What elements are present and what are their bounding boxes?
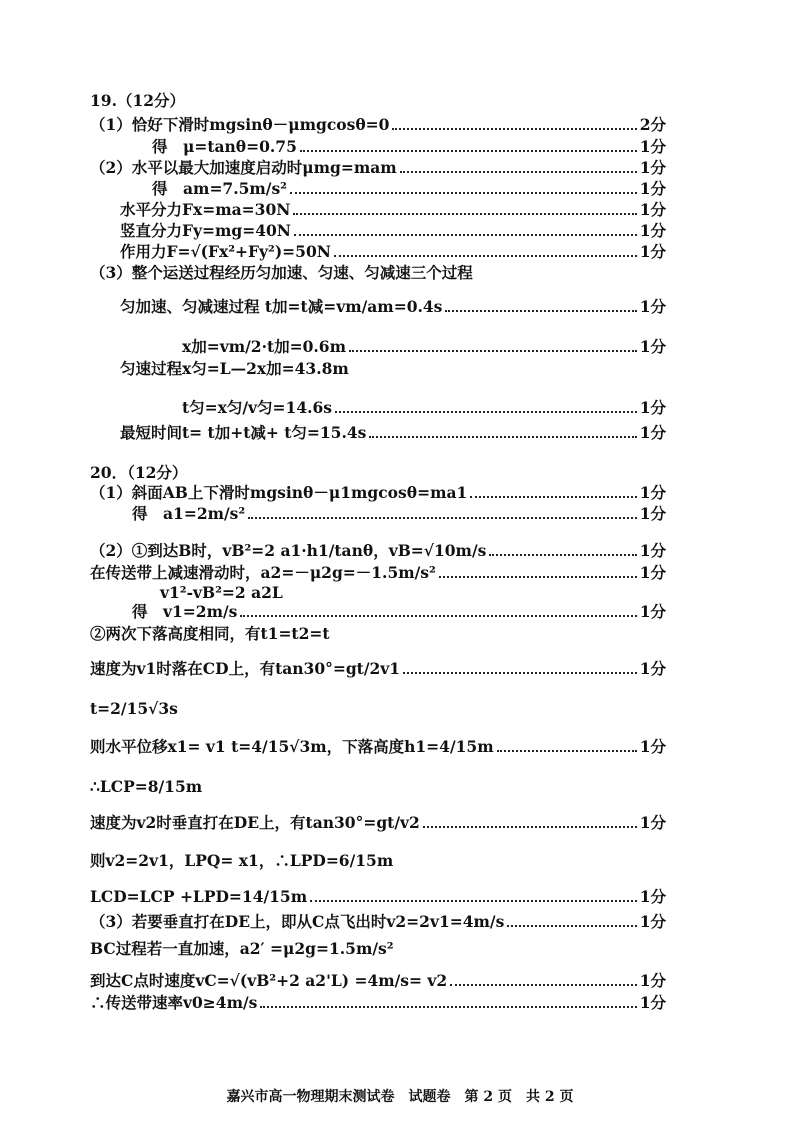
- q20-line-12: 速度为v2时垂直打在DE上，有tan30°=gt/v2 1分: [90, 813, 666, 832]
- score: 1分: [639, 297, 666, 316]
- q20-line-3: （2）①到达B时，vB²=2 a1·h1/tanθ，vB=√10m/s 1分: [90, 541, 666, 560]
- q20-line-17: 到达C点时速度vC=√(vB²+2 a2'L) =4m/s= v2 1分: [90, 971, 666, 990]
- score: 1分: [639, 200, 666, 219]
- q19-line-2: 得 μ=tanθ=0.75 1分: [152, 137, 666, 156]
- q20-line-16: BC过程若一直加速，a2′ =μ2g=1.5m/s²: [90, 939, 394, 958]
- page-footer: 嘉兴市高一物理期末测试卷 试题卷 第 2 页 共 2 页: [226, 1089, 574, 1105]
- q19-line-4: 得 am=7.5m/s² 1分: [152, 179, 666, 198]
- score: 1分: [639, 221, 666, 240]
- q20-line-13: 则v2=2v1，LPQ= x1，∴LPD=6/15m: [90, 851, 394, 870]
- q20-line-1: （1）斜面AB上下滑时mgsinθ－μ1mgcosθ=ma1 1分: [90, 483, 666, 502]
- q20-line-18: ∴传送带速率v0≥4m/s 1分: [90, 993, 666, 1012]
- score: 1分: [639, 993, 666, 1012]
- score: 1分: [639, 971, 666, 990]
- score: 1分: [639, 602, 666, 621]
- q19-line-8: （3）整个运送过程经历匀加速、匀速、匀减速三个过程: [90, 263, 473, 282]
- score: 1分: [639, 737, 666, 756]
- q19-line-1: （1）恰好下滑时mgsinθ－μmgcosθ=0 2分: [90, 115, 666, 134]
- q19-line-9: 匀加速、匀减速过程 t加=t减=vm/am=0.4s 1分: [120, 297, 666, 316]
- q19-line-12: t匀=x匀/v匀=14.6s 1分: [182, 398, 666, 417]
- score: 1分: [639, 504, 666, 523]
- q20-line-4: 在传送带上减速滑动时，a2=－μ2g=－1.5m/s² 1分: [90, 563, 666, 582]
- score: 1分: [639, 887, 666, 906]
- score: 1分: [639, 158, 666, 177]
- q20-header: 20．（12分）: [90, 463, 188, 482]
- q19-line-10: x加=vm/2·t加=0.6m 1分: [182, 337, 666, 356]
- q19-header: 19.（12分）: [90, 91, 186, 110]
- score: 1分: [639, 813, 666, 832]
- score: 1分: [639, 563, 666, 582]
- q19-line-11: 匀速过程x匀=L—2x加=43.8m: [120, 359, 349, 378]
- q19-line-13: 最短时间t= t加+t减+ t匀=15.4s 1分: [120, 423, 666, 442]
- q20-line-2: 得 a1=2m/s² 1分: [132, 504, 666, 523]
- score: 1分: [639, 242, 666, 261]
- q20-line-15: （3）若要垂直打在DE上，即从C点飞出时v2=2v1=4m/s 1分: [90, 912, 666, 931]
- q20-line-11: ∴LCP=8/15m: [90, 777, 203, 796]
- score: 1分: [639, 337, 666, 356]
- q20-line-7: ②两次下落高度相同，有t1=t2=t: [90, 624, 330, 643]
- score: 1分: [639, 659, 666, 678]
- q20-line-14: LCD=LCP +LPD=14/15m 1分: [90, 887, 666, 906]
- score: 1分: [639, 398, 666, 417]
- score: 1分: [639, 483, 666, 502]
- q19-line-5: 水平分力Fx=ma=30N 1分: [120, 200, 666, 219]
- q20-line-10: 则水平位移x1= v1 t=4/15√3m，下落高度h1=4/15m 1分: [90, 737, 666, 756]
- score: 1分: [639, 541, 666, 560]
- q20-line-6: 得 v1=2m/s 1分: [132, 602, 666, 621]
- q19-line-3: （2）水平以最大加速度启动时μmg=mam 1分: [90, 158, 666, 177]
- score: 1分: [639, 912, 666, 931]
- score: 1分: [639, 179, 666, 198]
- score: 1分: [639, 423, 666, 442]
- q20-line-5: v1²-vB²=2 a2L: [160, 583, 283, 602]
- q20-line-8: 速度为v1时落在CD上，有tan30°=gt/2v1 1分: [90, 659, 666, 678]
- score: 1分: [639, 137, 666, 156]
- q19-line-7: 作用力F=√(Fx²+Fy²)=50N 1分: [120, 242, 666, 261]
- score: 2分: [639, 115, 666, 134]
- q19-line-6: 竖直分力Fy=mg=40N 1分: [120, 221, 666, 240]
- q20-line-9: t=2/15√3s: [90, 699, 178, 718]
